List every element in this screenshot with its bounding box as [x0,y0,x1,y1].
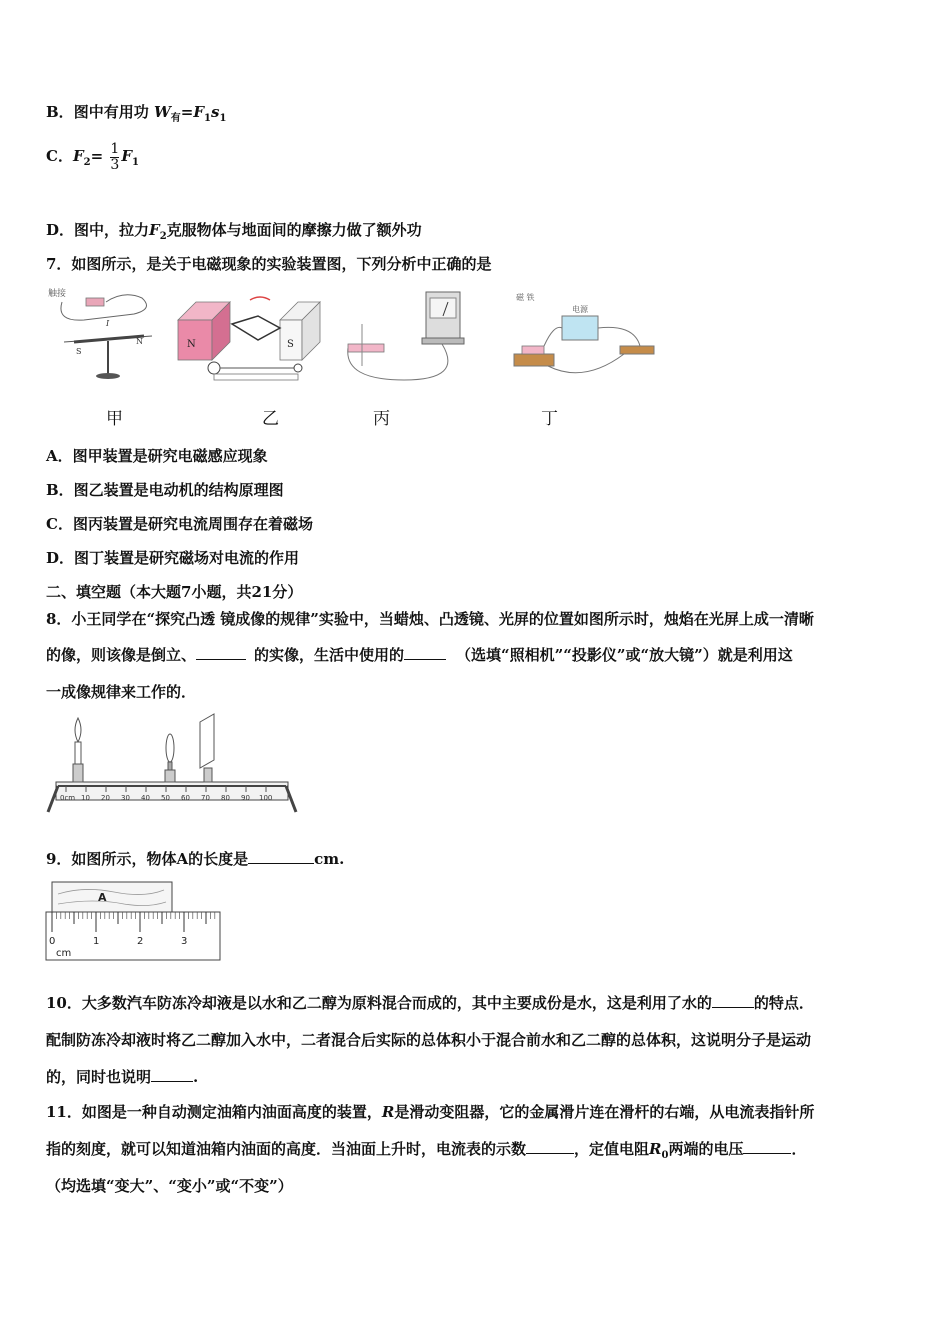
ruler-tick-label: 1 [93,936,100,947]
symbol-w: W [153,103,171,121]
fraction-numerator: 1 [110,140,120,157]
symbol-r0: R [649,1140,662,1158]
bench-tick-label: 30 [121,794,130,802]
q6-option-c [46,141,139,178]
ruler-tick-label: 3 [181,936,188,947]
q11-line-1 [46,1102,814,1122]
q9-text-b: cm. [314,850,345,868]
option-letter: B． [46,103,74,121]
q11-line-2 [46,1139,807,1166]
q8-blank-1[interactable] [196,645,246,660]
ruler-figure [44,878,228,962]
q8-line-1: 8．小王同学在“探究凸透 镜成像的规律”实验中，当蜡烛、凸透镜、光屏的位置如图所示时，烛焰在光屏上成一清晰 [46,610,814,628]
symbol-f2: F [72,147,84,165]
bench-tick-label: 20 [101,794,110,802]
option-text: 图中，拉力 [74,221,150,239]
q7-option-c: C．图丙装置是研究电流周围存在着磁场 [46,515,313,533]
ruler [46,912,220,960]
ruler-tick-label: 2 [137,936,144,947]
symbol-r: R [381,1103,395,1121]
q10-line-1 [46,993,814,1013]
symbol-f-sub: 2 [159,231,167,242]
q6-option-b [46,102,226,129]
q9-text-a: 9．如图所示，物体A的长度是 [46,850,249,868]
q11-text-f: ． [791,1140,807,1158]
bench-tick-label: 10 [81,794,90,802]
q7-figures [44,284,664,394]
figure-jia-s-label: S [76,347,82,356]
equals-sign: = [90,147,104,165]
q11-text-c: 指的刻度，就可以知道油箱内油面的高度．当油面上升时，电流表的示数 [46,1140,527,1158]
figure-jia-i-label: I [106,319,110,328]
symbol-f-sub: 1 [204,113,211,124]
ruler-unit-label: cm [56,948,72,959]
option-text-rest: 克服物体与地面间的摩擦力做了额外功 [166,221,422,239]
light-screen-icon [200,714,214,782]
q10-blank-2[interactable] [151,1067,193,1082]
fraction-denominator: 3 [110,156,120,173]
symbol-f1: F [121,147,132,165]
bench-tick-label: 0cm [60,794,76,802]
symbol-eq-f: =F [180,103,205,121]
figure-yi-s-label: S [287,339,294,350]
option-letter: D． [46,221,75,239]
ruler-tick-label: 0 [49,936,56,947]
figure-yi-n-label: N [187,339,196,350]
q6-option-d [46,220,422,247]
figure-jia-n-label: N [136,337,143,346]
q8-text-a: 的像，则该像是倒立、 [46,646,197,664]
q11-text-e: 两端的电压 [668,1140,744,1158]
option-text: 图中有用功 [73,103,149,121]
q11-blank-1[interactable] [526,1139,574,1154]
symbol-f1-sub: 1 [131,157,139,168]
q10-blank-1[interactable] [712,993,754,1008]
q8-line-2 [46,645,793,665]
q10-line-3 [46,1067,198,1087]
figure-ding-left-label: 磁 铁 [516,293,535,302]
q10-text-d: . [193,1068,199,1086]
q7-option-b: B．图乙装置是电动机的结构原理图 [46,481,284,499]
figure-label-bing: 丙 [373,409,390,429]
figure-jia-apparatus [48,287,152,379]
q11-text-b: 是滑动变阻器，它的金属滑片连在滑杆的右端，从电流表指针所 [394,1103,815,1121]
bench-tick-label: 90 [241,794,250,802]
figure-bing-apparatus [348,292,464,380]
q8-text-c: （选填“照相机”“投影仪”或“放大镜”）就是利用这 [456,646,793,664]
symbol-w-sub: 有 [170,113,181,124]
q7-stem: 7．如图所示，是关于电磁现象的实验装置图，下列分析中正确的是 [46,255,492,273]
option-letter: C． [46,147,73,165]
q8-text-b: 的实像，生活中使用的 [254,646,405,664]
figure-label-ding: 丁 [541,409,558,429]
figure-ding-top-label: 电源 [572,305,588,314]
section-2-heading: 二、填空题（本大题7小题，共21分） [46,583,303,601]
bench-tick-label: 100 [259,794,273,802]
convex-lens-icon [165,734,175,782]
figure-yi-apparatus [178,297,320,380]
figure-label-jia: 甲 [106,409,123,429]
q11-line-3: （均选填“变大”、“变小”或“不变”） [46,1177,293,1195]
symbol-f2-sub: 2 [83,157,91,168]
q11-blank-2[interactable] [743,1139,791,1154]
bench-tick-label: 60 [181,794,190,802]
bench-tick-label: 40 [141,794,150,802]
q8-line-3: 一成像规律来工作的． [46,683,197,701]
candle-icon [73,718,83,782]
q9-blank[interactable] [248,849,314,864]
q7-option-d: D．图丁装置是研究磁场对电流的作用 [46,549,300,567]
symbol-f: F [149,221,160,239]
figure-label-yi: 乙 [262,409,279,429]
optical-bench-figure [44,712,300,816]
object-a [52,882,172,912]
q11-text-d: ，定值电阻 [574,1140,650,1158]
bench-tick-label: 50 [161,794,170,802]
q7-option-a: A．图甲装置是研究电磁感应现象 [46,447,268,465]
figure-ding-apparatus [514,292,654,373]
symbol-r0-sub: 0 [661,1150,669,1161]
q10-text-c: 的，同时也说明 [46,1068,152,1086]
object-a-label: A [98,891,107,904]
q10-text-a: 10．大多数汽车防冻冷却液是以水和乙二醇为原料混合而成的，其中主要成份是水，这是利用了水的 [46,994,712,1012]
q9-line [46,849,344,869]
fraction [110,142,119,173]
symbol-s-sub: 1 [219,113,227,124]
q10-line-2: 配制防冻冷却液时将乙二醇加入水中，二者混合后实际的总体积小于混合前水和乙二醇的总体积，这说明分子是运动 [46,1031,812,1049]
bench-tick-label: 70 [201,794,210,802]
figure-jia-top-label: 触接 [48,289,67,299]
q8-blank-2[interactable] [404,645,446,660]
q10-text-b: 的特点． [753,994,814,1012]
q11-text-a: 11．如图是一种自动测定油箱内油面高度的装置， [46,1103,382,1121]
symbol-s: s [210,103,220,121]
bench-tick-label: 80 [221,794,230,802]
